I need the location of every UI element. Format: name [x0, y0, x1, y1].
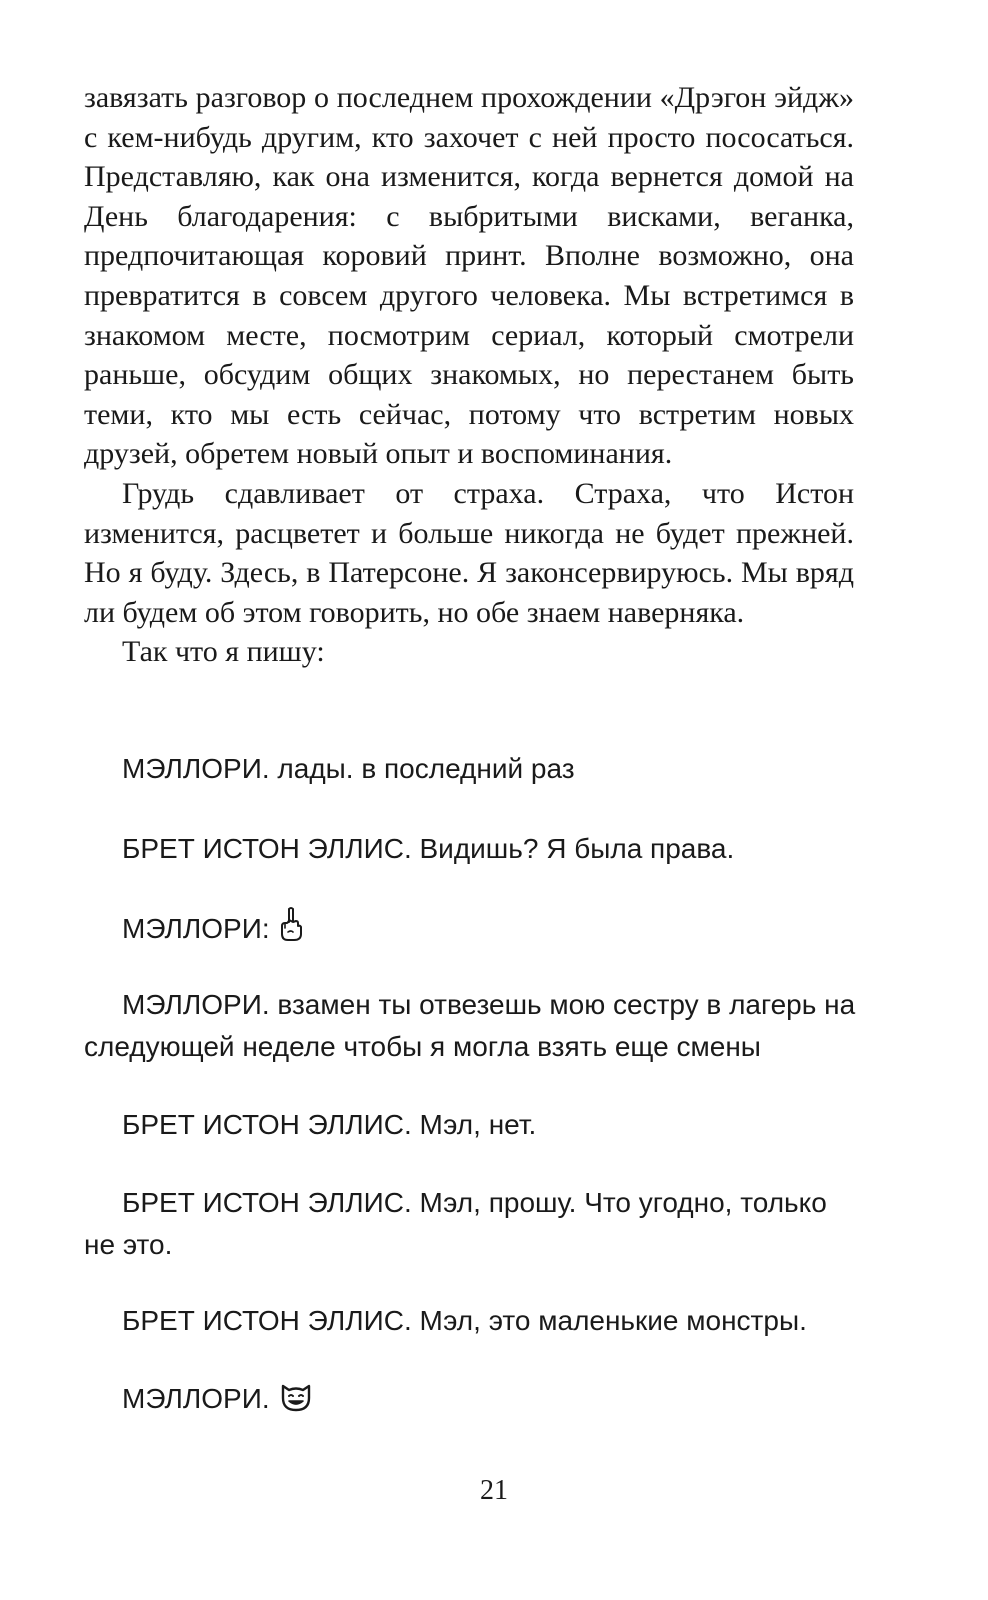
chat-message-8: [84, 1378, 864, 1424]
chat-message-text: МЭЛЛОРИ:: [122, 913, 270, 944]
chat-message-1: [84, 748, 864, 790]
chat-message-2: [84, 828, 864, 870]
prose-paragraph-1: завязать разговор о последнем прохождении «Дрэгон эйдж» с кем-нибудь другим, кто захочет с ней просто пососаться. Представляю, как она изменится, когда вернется домой на День благодарения: с выбритыми висками, веганка, предпочитающая коровий принт. Вполне возможно, она превратится в совсем другого человека. Мы встретимся в знакомом месте, посмотрим сериал, который смотрели раньше, обсудим общих знакомых, но перестанем быть теми, кто мы есть сейчас, потому что встретим новых друзей, обретем новый опыт и воспоминания.: [84, 81, 854, 471]
chat-message-text: МЭЛЛОРИ. взамен ты отвезешь мою сестру в лагерь на следующей неделе чтобы я могла взять еще смены: [84, 989, 856, 1062]
chat-message-text: БРЕТ ИСТОН ЭЛЛИС. Мэл, это маленькие монстры.: [122, 1305, 807, 1336]
chat-message-4: [84, 984, 864, 1068]
prose-paragraph-3: Так что я пишу:: [122, 635, 325, 669]
chat-message-6: [84, 1182, 864, 1266]
chat-message-text: БРЕТ ИСТОН ЭЛЛИС. Мэл, прошу. Что угодно, только не это.: [84, 1187, 827, 1260]
chat-message-text: БРЕТ ИСТОН ЭЛЛИС. Видишь? Я была права.: [122, 833, 735, 864]
grinning-cat-icon: [279, 1380, 313, 1424]
book-page: [84, 78, 854, 672]
chat-message-5: [84, 1104, 864, 1146]
chat-message-text: БРЕТ ИСТОН ЭЛЛИС. Мэл, нет.: [122, 1109, 537, 1140]
middle-finger-icon: [279, 906, 303, 954]
chat-message-text: МЭЛЛОРИ. лады. в последний раз: [122, 753, 575, 784]
prose-paragraph-2: Грудь сдавливает от страха. Страха, что Истон изменится, расцветет и больше никогда не будет прежней. Но я буду. Здесь, в Патерсоне. Я законсервируюсь. Мы вряд ли будем об этом говорить, но обе знаем наверняка.: [84, 476, 854, 629]
chat-message-text: МЭЛЛОРИ.: [122, 1383, 270, 1414]
chat-message-7: [84, 1300, 864, 1342]
page-number: 21: [480, 1475, 508, 1506]
chat-message-3: [84, 906, 864, 954]
